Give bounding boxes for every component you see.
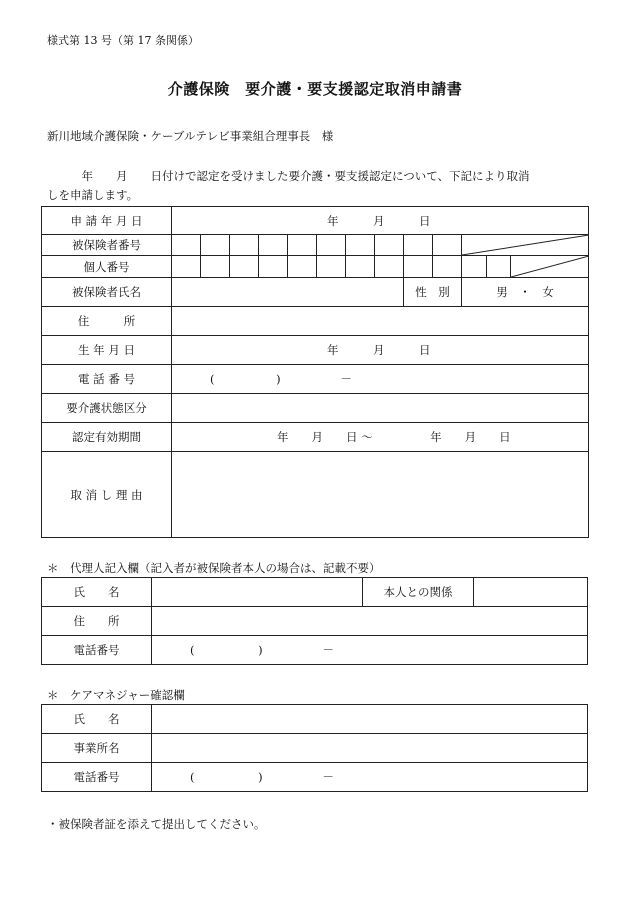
row-insured-number	[42, 235, 589, 256]
phone-paren-open: (	[210, 372, 215, 386]
care-level-field[interactable]	[172, 394, 589, 423]
insured-number-digit[interactable]	[230, 235, 259, 256]
personal-number-void	[511, 256, 589, 278]
page-title: 介護保険 要介護・要支援認定取消申請書	[167, 80, 463, 98]
care-manager-phone-field[interactable]	[152, 763, 588, 792]
row-insured-name	[42, 278, 589, 307]
insured-number-digit[interactable]	[346, 235, 375, 256]
care-manager-table	[41, 704, 588, 792]
birth-date-label: 生 年 月 日	[42, 336, 172, 365]
care-manager-office-label: 事業所名	[42, 734, 152, 763]
agent-relation-field[interactable]	[474, 578, 588, 607]
row-application-date	[42, 207, 589, 235]
form-number: 様式第 13 号（第 17 条関係）	[47, 34, 199, 47]
agent-row-address	[42, 607, 588, 636]
personal-number-digit[interactable]	[404, 256, 433, 278]
care-manager-row-office	[42, 734, 588, 763]
agent-phone-label: 電話番号	[42, 636, 152, 665]
gender-label: 性 別	[404, 278, 462, 307]
application-table	[41, 206, 589, 538]
row-care-level	[42, 394, 589, 423]
insured-number-digit[interactable]	[433, 235, 462, 256]
insured-number-void	[462, 235, 589, 256]
row-birth-date	[42, 336, 589, 365]
diagonal-strike	[511, 256, 589, 277]
insured-number-digit[interactable]	[317, 235, 346, 256]
phone-field[interactable]	[172, 365, 589, 394]
agent-phone-paren-close: )	[258, 643, 263, 657]
agent-phone-field[interactable]	[152, 636, 588, 665]
row-reason	[42, 452, 589, 538]
addressee: 新川地域介護保険・ケーブルテレビ事業組合理事長 様	[47, 129, 334, 143]
care-manager-office-field[interactable]	[152, 734, 588, 763]
phone-label: 電 話 番 号	[42, 365, 172, 394]
row-personal-number	[42, 256, 589, 278]
care-manager-phone-paren-open: (	[190, 770, 195, 784]
personal-number-digit[interactable]	[317, 256, 346, 278]
personal-number-digit[interactable]	[172, 256, 201, 278]
personal-number-digit[interactable]	[230, 256, 259, 278]
agent-address-label: 住 所	[42, 607, 152, 636]
application-date-label: 申 請 年 月 日	[42, 207, 172, 235]
agent-table	[41, 577, 588, 665]
care-manager-section-heading: ＊ ケアマネジャー確認欄	[47, 688, 185, 702]
care-manager-phone-label: 電話番号	[42, 763, 152, 792]
row-validity-period	[42, 423, 589, 452]
personal-number-digit[interactable]	[201, 256, 230, 278]
row-address	[42, 307, 589, 336]
insured-name-field[interactable]	[172, 278, 404, 307]
insured-number-digit[interactable]	[288, 235, 317, 256]
insured-name-label: 被保険者氏名	[42, 278, 172, 307]
row-phone	[42, 365, 589, 394]
intro-line-1: 年 月 日付けで認定を受けました要介護・要支援認定について、下記により取消	[47, 169, 530, 183]
agent-relation-label: 本人との関係	[363, 578, 474, 607]
care-level-label: 要介護状態区分	[42, 394, 172, 423]
agent-name-field[interactable]	[152, 578, 363, 607]
care-manager-row-name	[42, 705, 588, 734]
personal-number-digit[interactable]	[346, 256, 375, 278]
personal-number-digit[interactable]	[433, 256, 462, 278]
personal-number-digit[interactable]	[487, 256, 511, 278]
address-field[interactable]	[172, 307, 589, 336]
personal-number-digit[interactable]	[259, 256, 288, 278]
agent-address-field[interactable]	[152, 607, 588, 636]
birth-date-field[interactable]: 年 月 日	[172, 336, 589, 365]
address-label: 住 所	[42, 307, 172, 336]
gender-field[interactable]: 男 ・ 女	[462, 278, 589, 307]
personal-number-digit[interactable]	[375, 256, 404, 278]
care-manager-phone-dash: －	[322, 770, 334, 784]
diagonal-strike	[462, 235, 589, 255]
agent-section-heading: ＊ 代理人記入欄（記入者が被保険者本人の場合は、記載不要）	[47, 561, 381, 575]
phone-dash: －	[340, 372, 352, 386]
phone-paren-close: )	[276, 372, 281, 386]
insured-number-digit[interactable]	[375, 235, 404, 256]
reason-label: 取 消 し 理 由	[42, 452, 172, 538]
agent-row-name	[42, 578, 588, 607]
care-manager-name-label: 氏 名	[42, 705, 152, 734]
personal-number-digit[interactable]	[288, 256, 317, 278]
agent-phone-paren-open: (	[190, 643, 195, 657]
agent-phone-dash: －	[322, 643, 334, 657]
reason-field[interactable]	[172, 452, 589, 538]
intro-line-2: しを申請します。	[47, 188, 139, 202]
footer-note: ・被保険者証を添えて提出してください。	[47, 817, 266, 831]
insured-number-digit[interactable]	[259, 235, 288, 256]
insured-number-digit[interactable]	[172, 235, 201, 256]
insured-number-digit[interactable]	[404, 235, 433, 256]
validity-period-field[interactable]: 年 月 日 〜 年 月 日	[172, 423, 589, 452]
validity-period-label: 認定有効期間	[42, 423, 172, 452]
care-manager-name-field[interactable]	[152, 705, 588, 734]
care-manager-row-phone	[42, 763, 588, 792]
personal-number-digit[interactable]	[462, 256, 487, 278]
agent-row-phone	[42, 636, 588, 665]
personal-number-label: 個人番号	[42, 256, 172, 278]
insured-number-digit[interactable]	[201, 235, 230, 256]
application-date-field[interactable]: 年 月 日	[172, 207, 589, 235]
care-manager-phone-paren-close: )	[258, 770, 263, 784]
insured-number-label: 被保険者番号	[42, 235, 172, 256]
agent-name-label: 氏 名	[42, 578, 152, 607]
